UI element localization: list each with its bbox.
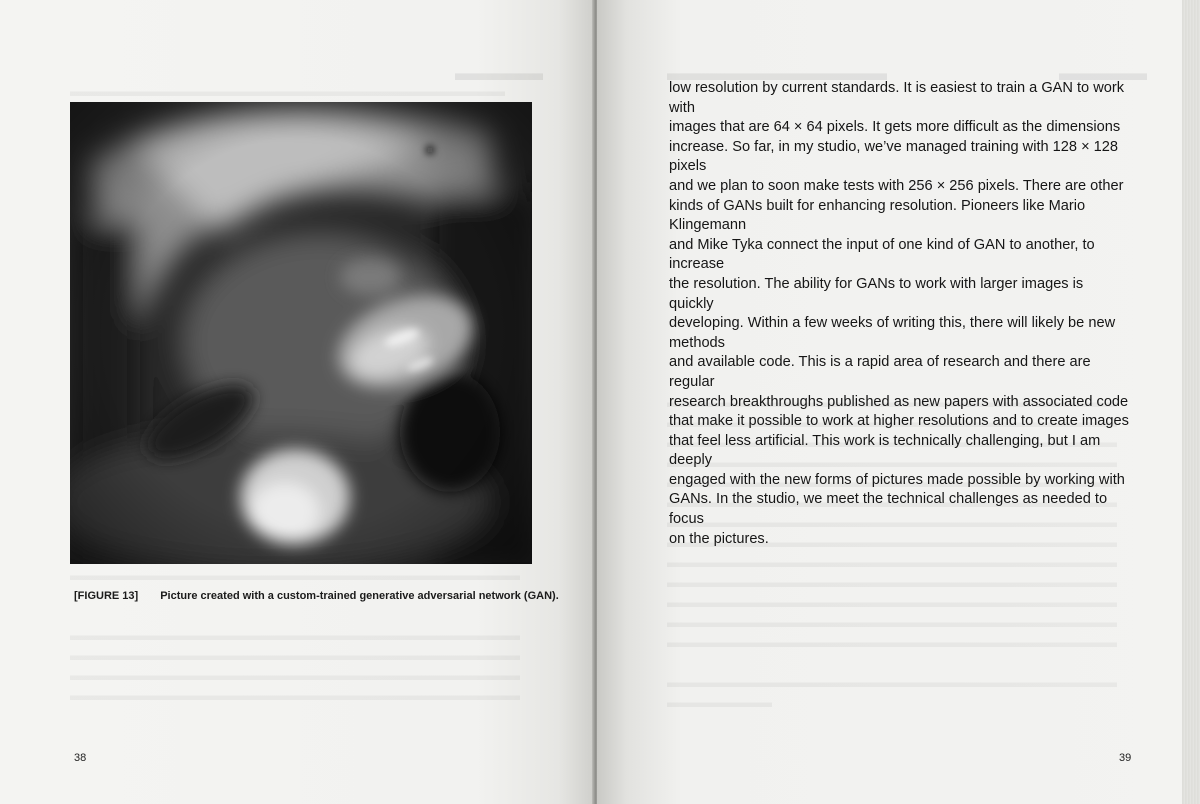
body-line: the resolution. The ability for GANs to work with larger images is quickly [669, 275, 1084, 312]
show-through-heading: ▬▬▬▬▬▬▬▬▬▬ [667, 60, 887, 85]
body-line: kinds of GANs built for enhancing resolution. Pioneers like Mario Klingemann [669, 197, 1086, 234]
body-line: engaged with the new forms of pictures made possible by working with [669, 471, 1125, 488]
show-through-text-bottom [70, 566, 520, 706]
body-line: low resolution by current standards. It is easiest to train a GAN to work with [669, 80, 1125, 116]
gan-picture-illustration [70, 102, 532, 564]
body-line: on the pictures. [669, 530, 769, 547]
body-line: and we plan to soon make tests with 256 × 256 pixels. There are other [669, 177, 1124, 194]
figure-caption [74, 590, 574, 602]
gan-figure-image [70, 102, 532, 564]
page-block-edge [1182, 0, 1200, 804]
body-line: GANs. In the studio, we meet the technical challenges as needed to focus [669, 491, 1108, 528]
show-through-heading: ▬▬▬▬ [455, 60, 543, 85]
page-number-left: 38 [74, 752, 87, 764]
body-text [669, 79, 1129, 549]
show-through-heading-right: ▬▬▬▬ [1059, 60, 1147, 85]
body-line: and available code. This is a rapid area of research and there are regular [669, 354, 1091, 390]
body-line: increase. So far, in my studio, we’ve managed training with 128 × 128 pixels [669, 138, 1119, 175]
figure-label: [FIGURE 13] [74, 590, 139, 602]
show-through-text-top [70, 82, 505, 102]
body-line: developing. Within a few weeks of writing this, there will likely be new methods [669, 315, 1116, 351]
body-line: images that are 64 × 64 pixels. It gets more difficult as the dimensions [669, 119, 1121, 136]
body-line: that feel less artificial. This work is technically challenging, but I am deeply [669, 432, 1101, 469]
page-number-right: 39 [1119, 752, 1132, 764]
body-line: that make it possible to work at higher resolutions and to create images [669, 413, 1129, 430]
right-page [597, 0, 1200, 804]
body-line: and Mike Tyka connect the input of one kind of GAN to another, to increase [669, 236, 1095, 273]
figure-caption-text: Picture created with a custom-trained generative adversarial network (GAN). [160, 590, 559, 602]
body-line: research breakthroughs published as new papers with associated code [669, 393, 1129, 410]
left-page [0, 0, 594, 804]
